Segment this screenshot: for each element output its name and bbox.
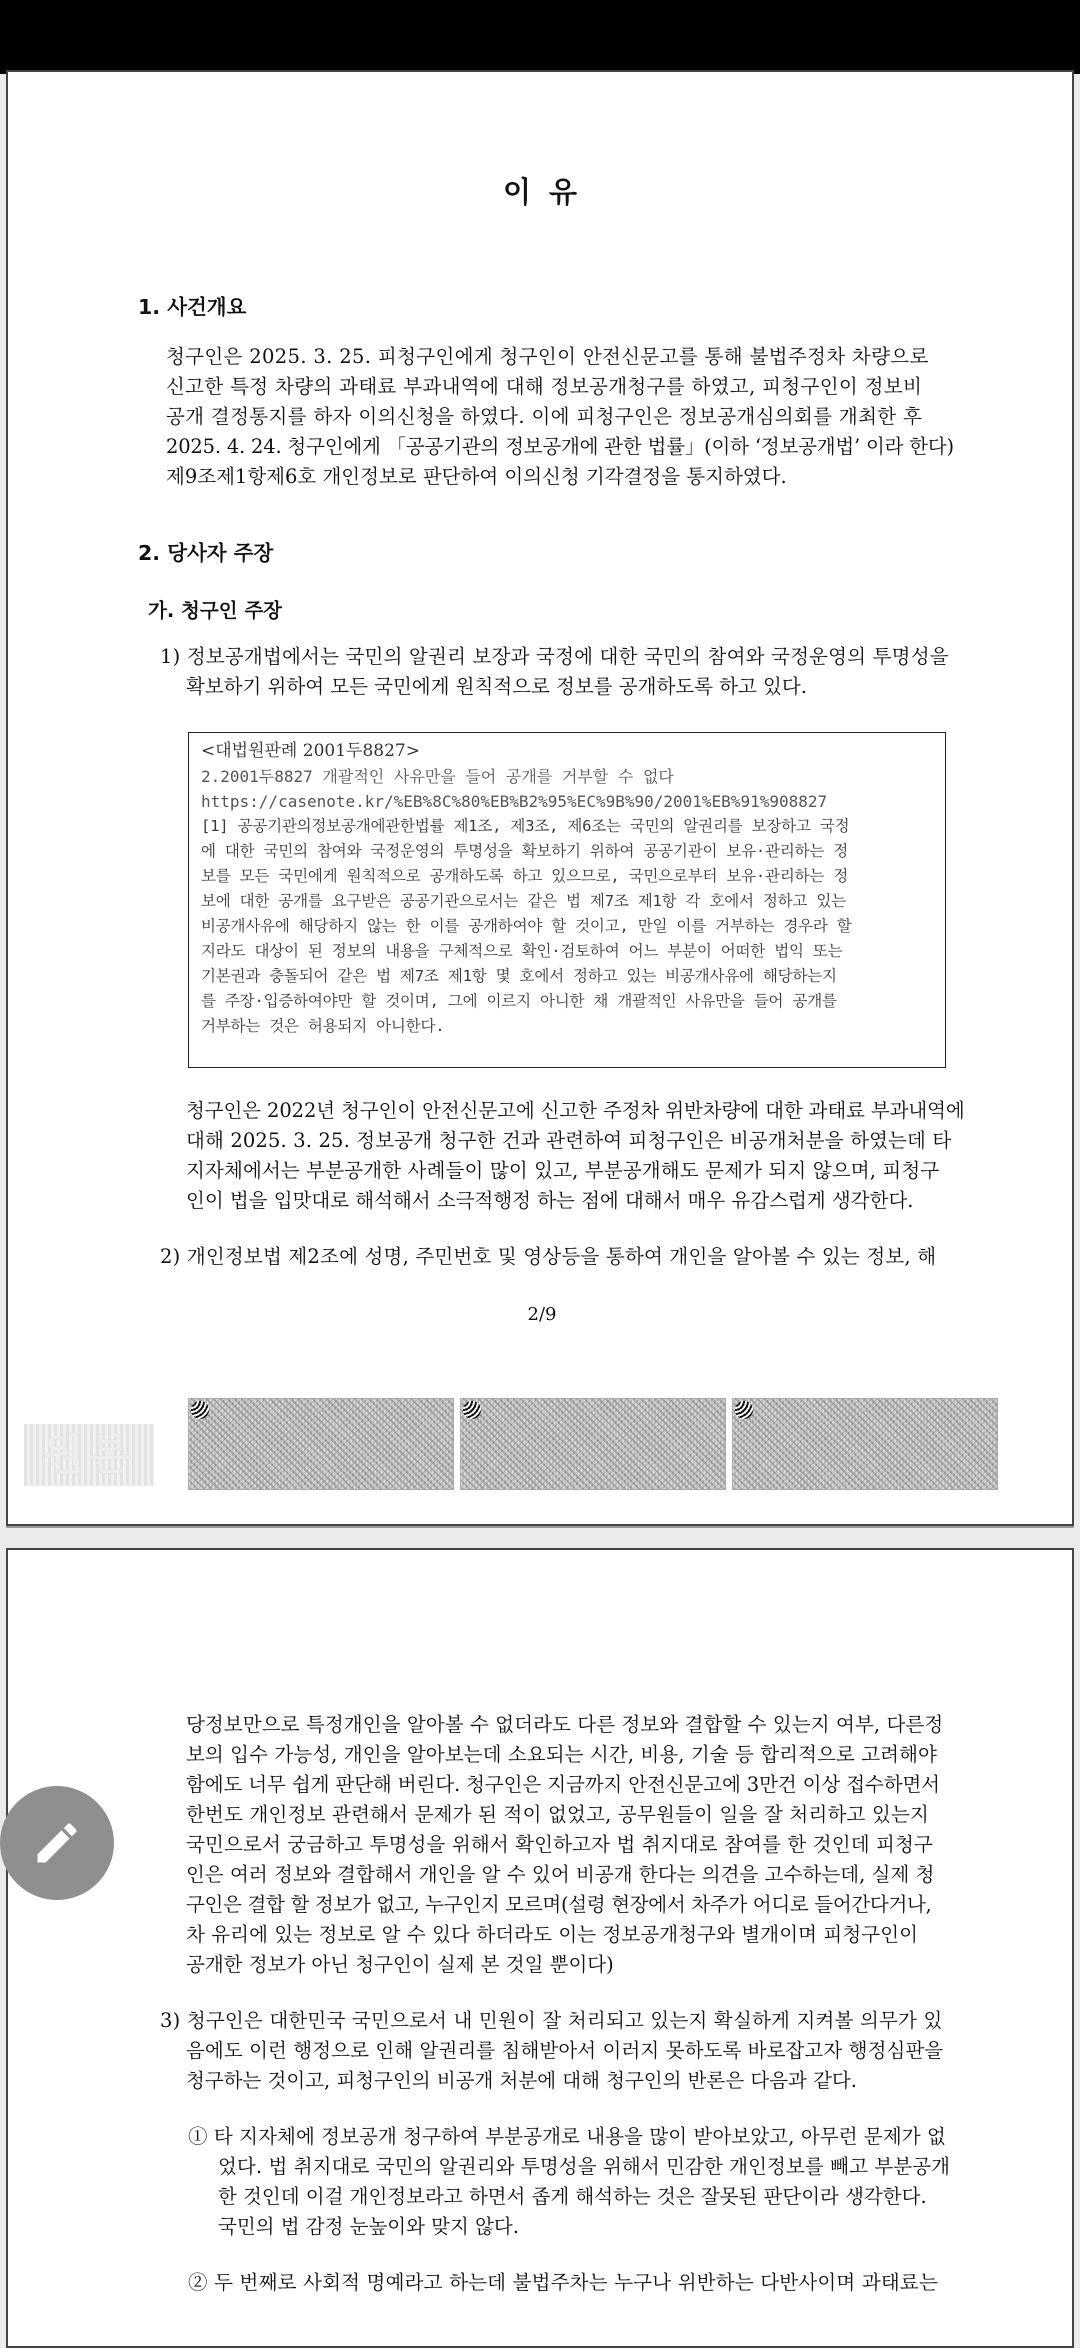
- body-line: 함에도 너무 쉽게 판단해 버린다. 청구인은 지금까지 안전신문고에 3만건 이상 접수하면서: [186, 1773, 940, 1796]
- body-line: 차 유리에 있는 정보로 알 수 있다 하더라도 이는 정보공개청구와 별개이며 피청구인이: [186, 1923, 919, 1946]
- item2-line: 2) 개인정보법 제2조에 성명, 주민번호 및 영상등을 통하여 개인을 알아볼 수 있는 정보, 해: [160, 1245, 937, 1268]
- pencil-icon: [31, 1817, 83, 1869]
- edit-fab-button[interactable]: [0, 1786, 114, 1900]
- case-quote-box: [188, 732, 946, 1068]
- body-line: 지자체에서는 부분공개한 사례들이 많이 있고, 부분공개해도 문제가 되지 않으며, 피청구: [186, 1159, 940, 1182]
- sub1-line: ① 타 지자체에 정보공개 청구하여 부분공개로 내용을 많이 받아보았고, 아무런 문제가 없: [188, 2125, 946, 2148]
- swirl-mark-icon: [463, 1401, 481, 1419]
- section1-line: 신고한 특정 차량의 과태료 부과내역에 대해 정보공개청구를 하였고, 피청구인이 정보비: [166, 375, 923, 398]
- page-number: 2/9: [527, 1304, 557, 1325]
- body-line: 공개한 정보가 아닌 청구인이 실제 본 것일 뿐이다): [186, 1953, 614, 1976]
- body-line: 구인은 결합 할 정보가 없고, 누구인지 모르며(설령 현장에서 차주가 어디로 들어간다거나,: [186, 1893, 932, 1916]
- subsection-a-heading: 가. 청구인 주장: [148, 599, 283, 622]
- section1-line: 2025. 4. 24. 청구인에게 「공공기관의 정보공개에 관한 법률」(이하 ‘정보공개법’ 이라 한다): [166, 435, 954, 458]
- item3-line: 청구하는 것이고, 피청구인의 비공개 처분에 대해 청구인의 반론은 다음과 같다.: [186, 2069, 857, 2092]
- quote-body-line: 를 주장·입증하여야만 할 것이며, 그에 이르지 아니한 채 개괄적인 사유만을 들어 공개를: [201, 992, 837, 1010]
- security-pattern: [460, 1398, 726, 1490]
- body-line: 한번도 개인정보 관련해서 문제가 된 적이 없었고, 공무원들이 일을 잘 처리하고 있는지: [186, 1803, 930, 1826]
- body-line: 대해 2025. 3. 25. 정보공개 청구한 건과 관련하여 피청구인은 비공개처분을 하였는데 타: [186, 1129, 952, 1152]
- quote-body-line: 비공개사유에 해당하지 않는 한 이를 공개하여야 할 것이고, 만일 이를 거부하는 경우라 할: [201, 917, 852, 935]
- sub1-line: 한 것인데 이걸 개인정보라고 하면서 좁게 해석하는 것은 잘못된 판단이라 생각한다.: [218, 2185, 927, 2208]
- quote-body-line: 에 대한 국민의 참여와 국정운영의 투명성을 확보하기 위하여 공공기관이 보유·관리하는 정: [201, 842, 849, 860]
- section1-line: 청구인은 2025. 3. 25. 피청구인에게 청구인이 안전신문고를 통해 불법주정차 차량으로: [166, 345, 929, 368]
- quote-body-line: [1] 공공기관의정보공개에관한법률 제1조, 제3조, 제6조는 국민의 알권리를 보장하고 국정: [201, 817, 850, 835]
- section1-line: 제9조제1항제6호 개인정보로 판단하여 이의신청 기각결정을 통지하였다.: [166, 465, 787, 488]
- document-page-3: [6, 1548, 1074, 2348]
- body-line: 청구인은 2022년 청구인이 안전신문고에 신고한 주정차 위반차량에 대한 과태료 부과내역에: [186, 1099, 965, 1122]
- quote-body-line: 보를 모든 국민에게 원칙적으로 공개하도록 하고 있으므로, 국민으로부터 보유·관리하는 정: [201, 867, 849, 885]
- section1-heading: 1. 사건개요: [138, 295, 247, 319]
- page-title: 이 유: [502, 175, 582, 209]
- body-line: 인이 법을 입맛대로 해석해서 소극적행정 하는 점에 대해서 매우 유감스럽게 생각한다.: [186, 1189, 914, 1212]
- section2-heading: 2. 당사자 주장: [138, 541, 274, 565]
- quote-body-line: 보에 대한 공개를 요구받은 공공기관으로서는 같은 법 제7조 제1항 각 호에서 정하고 있는: [201, 892, 846, 910]
- quote-body-line: 지라도 대상이 된 정보의 내용을 구체적으로 확인·검토하여 어느 부분이 어떠한 법익 또는: [201, 942, 843, 960]
- quote-case-line: 2.2001두8827 개괄적인 사유만을 들어 공개를 거부할 수 없다: [201, 767, 674, 786]
- security-pattern: [188, 1398, 454, 1490]
- section1-line: 공개 결정통지를 하자 이의신청을 하였다. 이에 피청구인은 정보공개심의회를 개최한 후: [166, 405, 923, 428]
- security-pattern: [732, 1398, 998, 1490]
- quote-body-line: 거부하는 것은 허용되지 아니한다.: [201, 1017, 445, 1035]
- body-line: 인은 여러 정보와 결합해서 개인을 알 수 있어 비공개 한다는 의견을 고수하는데, 실제 청: [186, 1863, 935, 1886]
- document-page-2: [6, 70, 1074, 1526]
- sub1-line: 국민의 법 감정 눈높이와 맞지 않다.: [218, 2215, 519, 2238]
- swirl-mark-icon: [735, 1401, 753, 1419]
- item1-line: 1) 정보공개법에서는 국민의 알권리 보장과 국정에 대한 국민의 참여와 국정운영의 투명성을: [160, 645, 949, 668]
- status-bar: [0, 0, 1080, 74]
- sub1-line: 었다. 법 취지대로 국민의 알권리와 투명성을 위해서 민감한 개인정보를 빼고 부분공개: [218, 2155, 951, 2178]
- item3-line: 음에도 이런 행정으로 인해 알권리를 침해받아서 이러지 못하도록 바로잡고자 행정심판을: [186, 2039, 944, 2062]
- item3-line: 3) 청구인은 대한민국 국민으로서 내 민원이 잘 처리되고 있는지 확실하게 지켜볼 의무가 있: [160, 2009, 943, 2032]
- quote-body-line: 기본권과 충돌되어 같은 법 제7조 제1항 몇 호에서 정하고 있는 비공개사유에 해당하는지: [201, 967, 837, 985]
- quote-header: <대법원판례 2001두8827>: [201, 741, 420, 761]
- quote-url: https://casenote.kr/%EB%8C%80%EB%B2%95%EC%9B%90/2001%EB%91%908827: [201, 792, 828, 811]
- body-line: 국민으로서 궁금하고 투명성을 위해서 확인하고자 법 취지대로 참여를 한 것인데 피청구: [186, 1833, 934, 1856]
- item1-line: 확보하기 위하여 모든 국민에게 원칙적으로 정보를 공개하도록 하고 있다.: [186, 675, 807, 698]
- body-line: 보의 입수 가능성, 개인을 알아보는데 소요되는 시간, 비용, 기술 등 합리적으로 고려해야: [186, 1743, 937, 1766]
- swirl-mark-icon: [191, 1401, 209, 1419]
- watermark-stamp: 원본: [24, 1424, 154, 1486]
- body-line: 당정보만으로 특정개인을 알아볼 수 없더라도 다른 정보와 결합할 수 있는지 여부, 다른정: [186, 1713, 944, 1736]
- sub2-line: ② 두 번째로 사회적 명예라고 하는데 불법주차는 누구나 위반하는 다반사이며 과태료는: [188, 2271, 938, 2294]
